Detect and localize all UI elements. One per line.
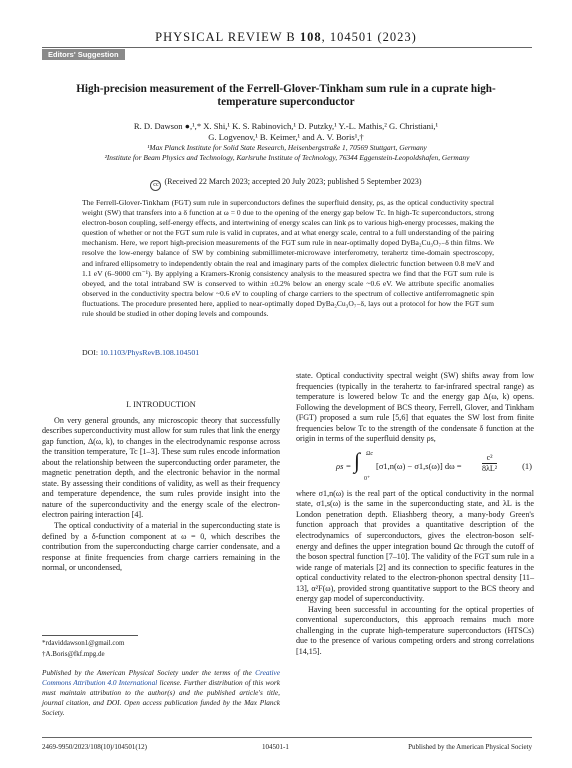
footer-page-number: 104501-1 [262,743,289,751]
equation-1 [296,449,534,485]
received-dates [60,177,512,191]
license-link[interactable]: Creative Commons Attribution 4.0 International [42,668,280,688]
integral-lower-bound: 0⁺ [364,475,371,482]
affiliations [42,143,532,163]
fraction-numerator: c² [482,453,497,464]
intro-paragraph-1: On very general grounds, any microscopic theory that successfully describes superconductivity must allow for sum rules that link the energy gap function, Δ(ω, k), to changes in the electrodynamic response across the transition temperature, Tc [1–3]. These sum rules encode information about the relationship between the superconducting order parameter, the magnetic penetration depth, and the electronic behavior in the normal state. By assessing their conditions of validity, as well as their frequency and temperature dependence, the sum rules provide insight into the nature of the superconductivity and the energy scale of the electron-electron pairing interaction [4]. [42,415,280,520]
journal-volume: 108 [299,30,322,44]
license-note [42,668,280,718]
affiliation-2: ²Institute for Beam Physics and Technology, Karlsruhe Institute of Technology, 76344 Eggenstein-Leopoldshafen, Germany [104,153,470,162]
footnote-email-1[interactable]: *rdaviddawson1@gmail.com [42,639,125,647]
fraction-denominator: 8λL² [482,463,498,473]
intro-paragraph-5: Having been successful in accounting for the optical properties of conventional superconductors, this approach remains much more challenging in the cuprate high-temperature superconductors (HTSCs) due to the presence of various competing orders and strong correlations [14,15]. [296,604,534,657]
left-column [42,400,280,574]
received-text: (Received 22 March 2023; accepted 20 July 2023; published 5 September 2023) [164,177,422,186]
integral-sign: ∫ [354,447,361,473]
footer-publisher: Published by the American Physical Society [408,743,532,751]
integral-upper-bound: Ωc [366,450,374,457]
editors-suggestion-badge: Editors' Suggestion [42,49,125,60]
doi [82,348,199,357]
footer-issn: 2469-9950/2023/108(10)/104501(12) [42,743,147,751]
footnote-rule [42,635,138,636]
intro-paragraph-2: The optical conductivity of a material in the superconducting state is defined by a δ-function component at ω = 0, which describes the contribution from the superconducting charge carrier condensate, and a response at finite frequencies from charge carriers remaining in the normal, or uncondensed, [42,521,280,573]
footer-rule [42,737,532,738]
article-title: High-precision measurement of the Ferrell-Glover-Tinkham sum rule in a cuprate high-temperature superconductor [76,83,496,108]
doi-label: DOI: [82,348,100,357]
author-line-2[interactable]: G. Logvenov,¹ B. Keimer,¹ and A. V. Boris¹,† [208,132,364,142]
journal-name: PHYSICAL REVIEW B [155,30,296,44]
section-heading: I. INTRODUCTION [126,400,196,409]
license-text-after: license. Further distribution of this work must maintain attribution to the author(s) and the published article's title, journal citation, and DOI. Open access publication funded by the Max Planck Society. [42,678,280,718]
header-rule [42,47,532,48]
equation-lhs: ρs = [336,460,352,471]
article-number: , 104501 (2023) [321,30,417,44]
affiliation-1: ¹Max Planck Institute for Solid State Research, Heisenbergstraße 1, 70569 Stuttgart, Germany [147,143,427,152]
footnote-email-2[interactable]: †A.Boris@fkf.mpg.de [42,650,105,658]
intro-paragraph-4: where σ1,n(ω) is the real part of the optical conductivity in the normal state, σ1,s(ω) is the same in the superconducting state, and λL is the London penetration depth. Eliashberg theory, a many-body Green's function approach that provides a quantitative description of the electrodynamics of superconductors, gives the electron-boson self-energy and defines the upper integration bound Ωc through the cutoff of the boson spectral function [7–10]. The validity of the FGT sum rule in a wide range of materials [2] and its connection to specific features in the optical conductivity related to the electron-phonon spectral density [11–13], α²F(ω), provided strong quantitative support to the BCS theory and energy gap model of superconductivity. [296,488,534,604]
author-list [50,121,522,143]
journal-header [0,30,572,45]
intro-paragraph-3: state. Optical conductivity spectral weight (SW) shifts away from low frequencies (typically in the terahertz to far-infrared spectral range) as temperature is lowered below Tc and the energy gap Δ(ω, k) opens. Following the development of BCS theory, Ferrell, Glover, and Tinkham (FGT) proposed a sum rule [5,6] that equates the SW lost from finite frequencies below Tc to the strength of the condensate δ function at the origin in terms of the superfluid density ρs, [296,371,534,444]
license-text-before: Published by the American Physical Society under the terms of the [42,668,256,677]
equation-integrand: [σ1,n(ω) − σ1,s(ω)] dω = [376,460,462,471]
equation-fraction [482,453,497,474]
right-column [296,371,534,658]
abstract: The Ferrell-Glover-Tinkham (FGT) sum rule in superconductors defines the superfluid density, ρs, as the optical conductivity spectral weight (SW) that transfers into a δ function at ω = 0 due to the opening of the energy gap below Tc. In high-Tc superconductors, strong electron-boson coupling, self-energy effects, and intertwining of energy scales can link ρs to various high-energy processes, making the question of whether or not the FGT sum rule is valid in cuprates, and at what energy scale, central to a full understanding of the pairing mechanism. Here, we report high-precision measurements of the FGT sum rule in near-optimally doped DyBa₂Cu₃O₇₋δ thin films. We resolve the low-energy balance of SW by combining submillimeter-microwave interferometry, terahertz time-domain spectroscopy, and infrared ellipsometry to independently obtain the real and imaginary parts of the complex dielectric function between 0.8 meV and 1.1 eV (6–9000 cm⁻¹). By applying a Kramers-Kronig consistency analysis to the measured spectra we find that the FGT sum rule is obeyed, and the total intraband SW is conserved to within ±0.2% below an energy scale ~0.6 eV. We attribute specific anomalies observed in the conductivity spectra below ~0.6 eV to coupling of charge carriers to the spectrum of collective antiferromagnetic spin fluctuations. The procedure presented here, applied to near-optimally doped DyBa₂Cu₃O₇₋δ, lays out a protocol for how the FGT sum rule should be studied in other doping levels and compounds. [82,198,494,319]
author-line-1[interactable]: R. D. Dawson ●,¹,* X. Shi,¹ K. S. Rabinovich,¹ D. Putzky,¹ Y.-L. Mathis,² G. Christiani,¹ [133,121,439,131]
equation-number: (1) [522,460,532,471]
open-access-icon[interactable]: cc [150,180,161,191]
doi-link[interactable]: 10.1103/PhysRevB.108.104501 [99,348,200,357]
